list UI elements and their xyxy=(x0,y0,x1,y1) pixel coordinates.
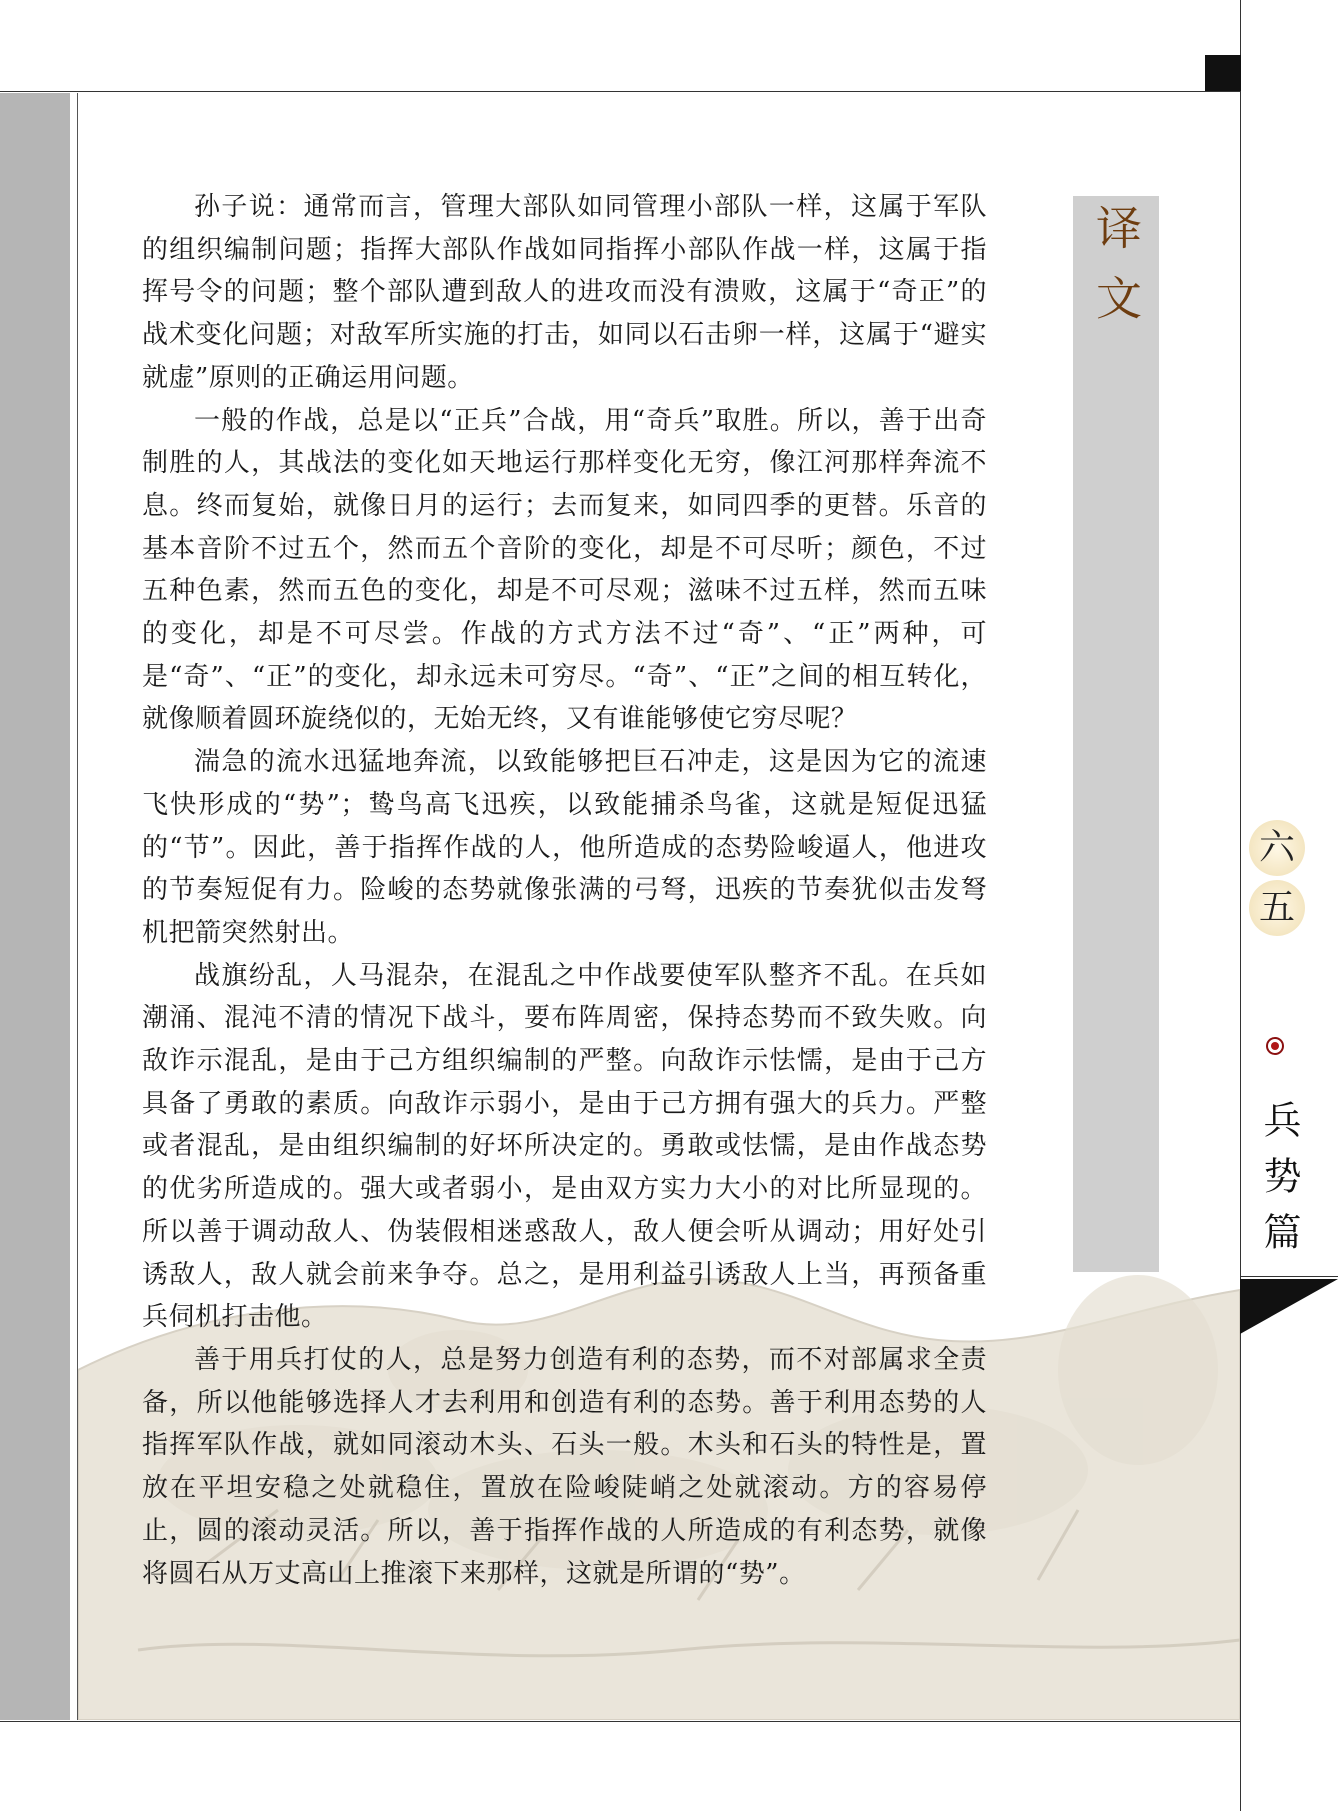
page-number xyxy=(1247,820,1307,940)
paragraph-4: 战旗纷乱，人马混杂，在混乱之中作战要使军队整齐不乱。在兵如潮涌、混沌不清的情况下战斗，要布阵周密，保持态势而不致失败。向敌诈示混乱，是由于己方组织编制的严整。向敌诈示怯懦，是由于己方具备了勇敢的素质。向敌诈示弱小，是由于己方拥有强大的兵力。严整或者混乱，是由组织编制的好坏所决定的。勇敢或怯懦，是由作战态势的优劣所造成的。强大或者弱小，是由双方实力大小的对比所显现的。所以善于调动敌人、伪装假相迷惑敌人，敌人便会听从调动；用好处引诱敌人，敌人就会前来争夺。总之，是用利益引诱敌人上当，再预备重兵伺机打击他。 xyxy=(142,960,987,1333)
corner-block xyxy=(1205,55,1241,91)
chapter-title: 兵势篇 xyxy=(1257,1100,1301,1268)
chapter-tab-shape xyxy=(1240,1279,1338,1334)
page-number-digit: 六 xyxy=(1249,820,1305,876)
bottom-frame-line xyxy=(0,1721,1240,1722)
translation-text xyxy=(142,186,987,1595)
chapter-rule xyxy=(1240,1276,1338,1277)
paragraph-2: 一般的作战，总是以“正兵”合战，用“奇兵”取胜。所以，善于出奇制胜的人，其战法的变化如天地运行那样变化无穷，像江河那样奔流不息。终而复始，就像日月的运行；去而复来，如同四季的更替。乐音的基本音阶不过五个，然而五个音阶的变化，却是不可尽听；颜色，不过五种色素，然而五色的变化，却是不可尽观；滋味不过五样，然而五味的变化，却是不可尽尝。作战的方式方法不过“奇”、“正”两种，可是“奇”、“正”的变化，却永远未可穷尽。“奇”、“正”之间的相互转化，就像顺着圆环旋绕似的，无始无终，又有谁能够使它穷尽呢？ xyxy=(142,405,987,735)
section-heading: 译文 xyxy=(1089,204,1143,344)
paragraph-1: 孙子说：通常而言，管理大部队如同管理小部队一样，这属于军队的组织编制问题；指挥大部队作战如同指挥小部队作战一样，这属于指挥号令的问题；整个部队遭到敌人的进攻而没有溃败，这属于“奇正”的战术变化问题；对敌军所实施的打击，如同以石击卵一样，这属于“避实就虚”原则的正确运用问题。 xyxy=(142,192,987,393)
bullet-marker-icon xyxy=(1266,1037,1284,1055)
left-gray-band xyxy=(0,93,70,1720)
paragraph-3: 湍急的流水迅猛地奔流，以致能够把巨石冲走，这是因为它的流速飞快形成的“势”；鸷鸟高飞迅疾，以致能捕杀鸟雀，这就是短促迅猛的“节”。因此，善于指挥作战的人，他所造成的态势险峻逼人，他进攻的节奏短促有力。险峻的态势就像张满的弓弩，迅疾的节奏犹似击发弩机把箭突然射出。 xyxy=(142,747,987,948)
right-margin-rule xyxy=(1240,0,1241,1811)
top-frame-line xyxy=(0,91,1240,92)
paragraph-5: 善于用兵打仗的人，总是努力创造有利的态势，而不对部属求全责备，所以他能够选择人才去利用和创造有利的态势。善于利用态势的人指挥军队作战，就如同滚动木头、石头一般。木头和石头的特性是，置放在平坦安稳之处就稳住，置放在险峻陡峭之处就滚动。方的容易停止，圆的滚动灵活。所以，善于指挥作战的人所造成的有利态势，就像将圆石从万丈高山上推滚下来那样，这就是所谓的“势”。 xyxy=(142,1344,987,1589)
section-heading-bar xyxy=(1073,196,1159,1272)
page-number-digit: 五 xyxy=(1249,880,1305,936)
